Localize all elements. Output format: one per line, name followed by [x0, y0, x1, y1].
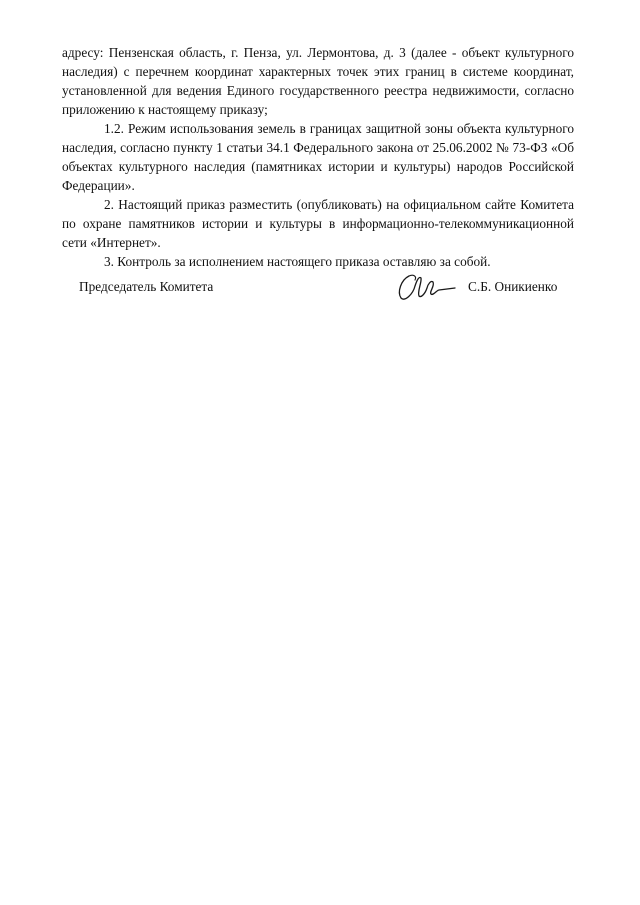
paragraph-control: 3. Контроль за исполнением настоящего приказа оставляю за собой.: [104, 254, 491, 269]
handwritten-signature: [395, 270, 463, 304]
signatory-name: С.Б. Оникиенко: [468, 279, 558, 294]
paragraph-publication: 2. Настоящий приказ разместить (опубликовать) на официальном сайте Комитета по охране памятников истории и культуры в информационно-телекоммуникационной сети «Интернет».: [62, 197, 574, 250]
signatory-title: Председатель Комитета: [79, 279, 214, 294]
paragraph-address-continuation: адресу: Пензенская область, г. Пенза, ул. Лермонтова, д. 3 (далее - объект культурного наследия) с перечнем координат характерных точек этих границ в системе координат, установленной для ведения Единого государственного реестра недвижимости, согласно приложению к настоящему приказу;: [62, 45, 574, 117]
paragraph-land-use-regime: 1.2. Режим использования земель в границах защитной зоны объекта культурного наследия, согласно пункту 1 статьи 34.1 Федерального закона от 25.06.2002 № 73-ФЗ «Об объектах культурного наследия (памятниках истории и культуры) народов Российской Федерации».: [62, 121, 574, 193]
signature-block: [62, 270, 574, 310]
document-body: [62, 43, 574, 271]
